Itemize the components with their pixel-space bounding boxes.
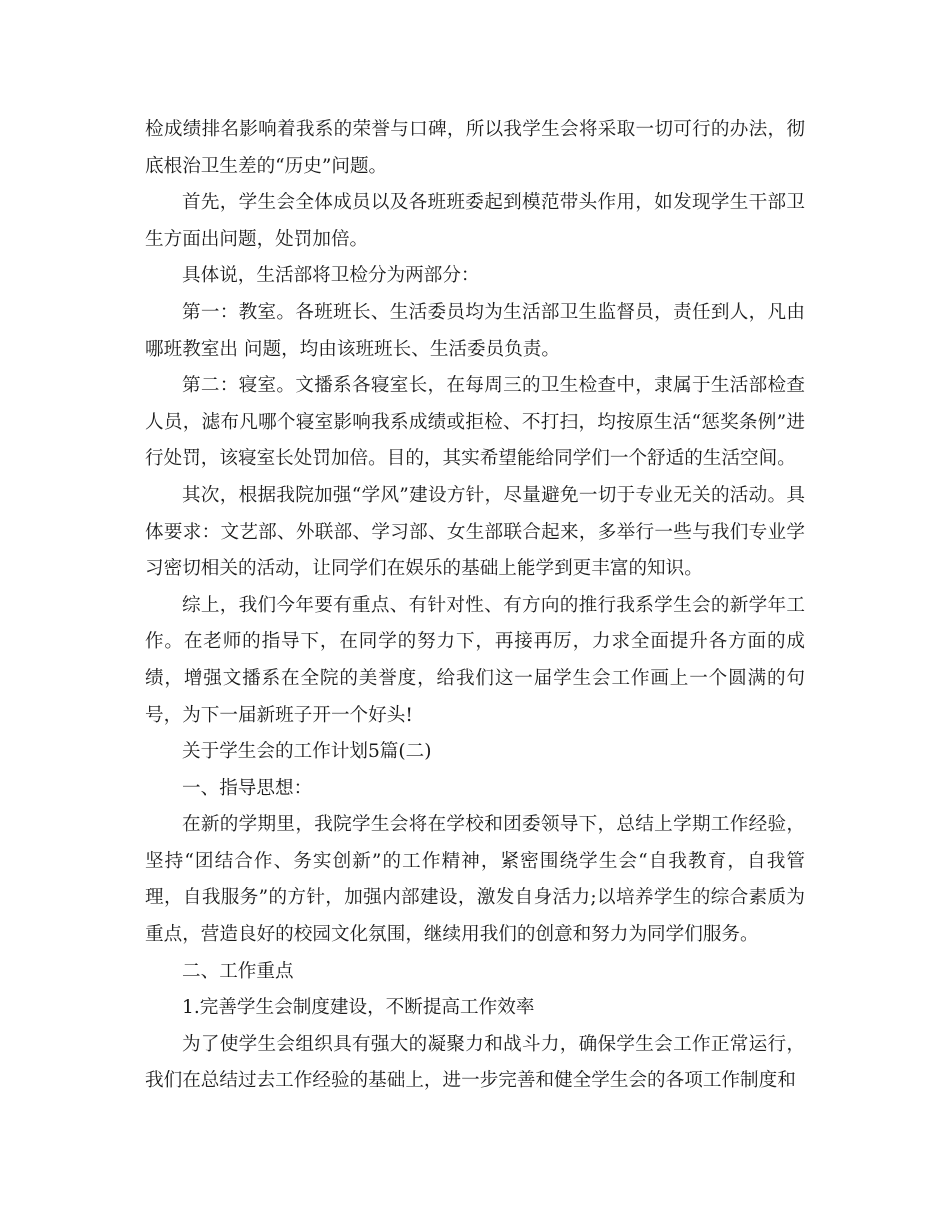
paragraph-13: 为了使学生会组织具有强大的凝聚力和战斗力，确保学生会工作正常运行，我们在总结过去工作经验的基础上，进一步完善和健全学生会的各项工作制度和: [145, 1033, 805, 1092]
paragraph-6: 其次，根据我院加强“学风”建设方针，尽量避免一切于专业无关的活动。具体要求：文艺部、外联部、学习部、女生部联合起来，多举行一些与我们专业学习密切相关的活动，让同学们在娱乐的基础上能学到更丰富的知识。: [145, 484, 805, 580]
paragraph-2: 首先，学生会全体成员以及各班班委起到模范带头作用，如发现学生干部卫生方面出问题，处罚加倍。: [145, 192, 805, 250]
paragraph-10: 在新的学期里，我院学生会将在学校和团委领导下，总结上学期工作经验，坚持“团结合作、务实创新”的工作精神，紧密围绕学生会“自我教育，自我管理，自我服务”的方针，加强内部建设，激发自身活力;以培养学生的综合素质为重点，营造良好的校园文化氛围，继续用我们的创意和努力为同学们服务。: [145, 814, 805, 946]
paragraph-3: 具体说，生活部将卫检分为两部分：: [182, 265, 480, 287]
paragraph-5: 第二：寝室。文播系各寝室长，在每周三的卫生检查中，隶属于生活部检查人员，滤布凡哪个寝室影响我系成绩或拒检、不打扫，均按原生活“惩奖条例”进行处罚，该寝室长处罚加倍。目的，其实希望能给同学们一个舒适的生活空间。: [145, 375, 805, 470]
paragraph-4: 第一：教室。各班班长、生活委员均为生活部卫生监督员，责任到人，凡由哪班教室出 问题，均由该班班长、生活委员负责。: [145, 301, 805, 360]
section-title: 关于学生会的工作计划5篇(二): [182, 741, 432, 763]
heading-guiding-ideology: 一、指导思想：: [182, 777, 313, 799]
document-body: [145, 112, 805, 1100]
paragraph-7: 综上，我们今年要有重点、有针对性、有方向的推行我系学生会的新学年工作。在老师的指导下，在同学的努力下，再接再厉，力求全面提升各方面的成绩，增强文播系在全院的美誉度，给我们这一届学生会工作画上一个圆满的句号，为下一届新班子开一个好头!: [145, 594, 805, 726]
paragraph-1: 检成绩排名影响着我系的荣誉与口碑，所以我学生会将采取一切可行的办法，彻底根治卫生差的“历史”问题。: [145, 119, 805, 177]
subheading-1: 1.完善学生会制度建设，不断提高工作效率: [182, 997, 535, 1019]
heading-work-focus: 二、工作重点: [182, 960, 294, 982]
